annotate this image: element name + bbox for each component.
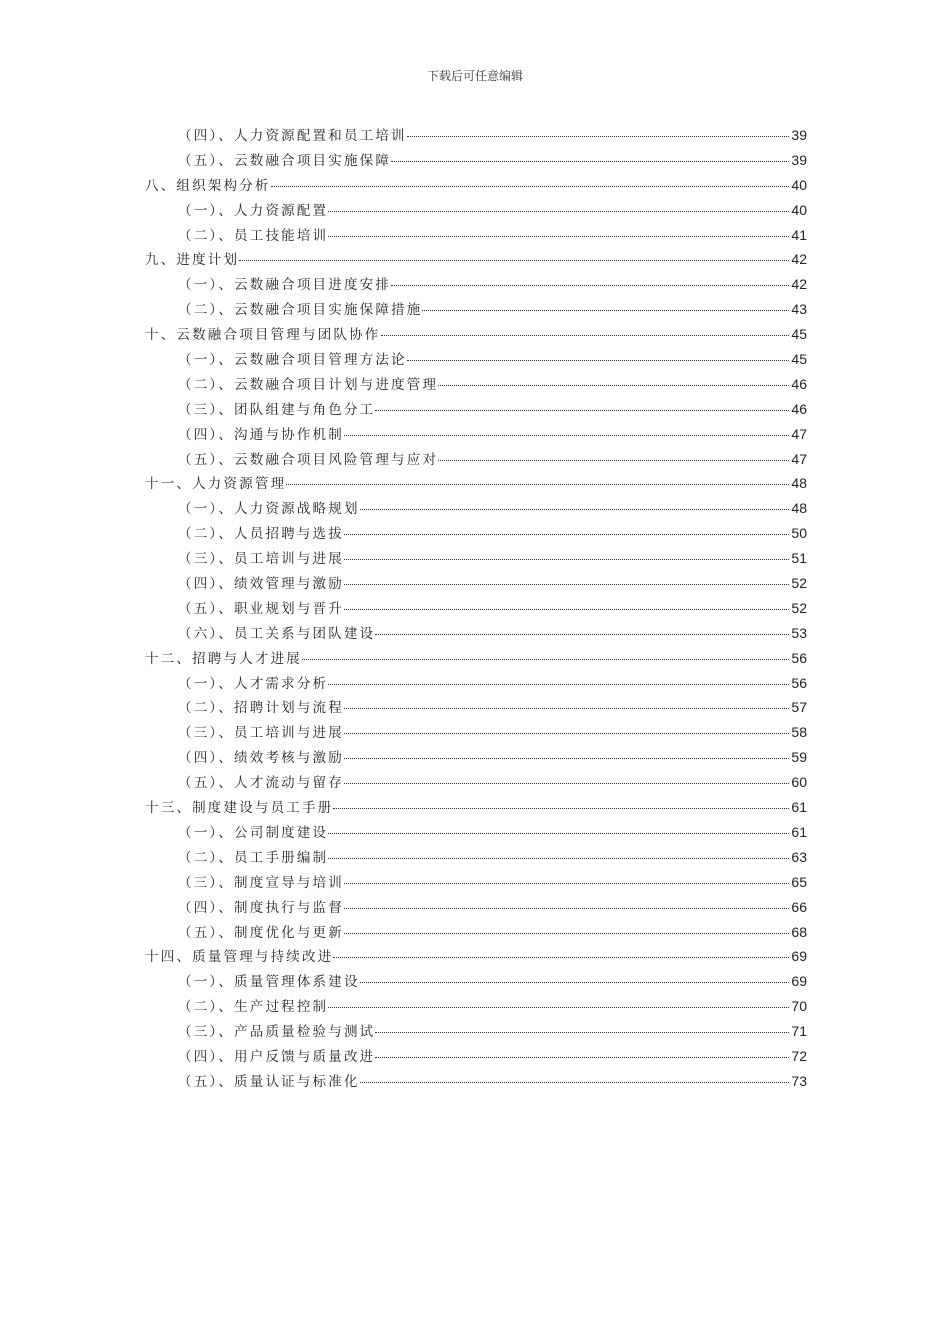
toc-section-entry[interactable] (145, 199, 807, 224)
toc-entry-title: 九、进度计划 (145, 252, 240, 269)
toc-section-entry[interactable] (145, 1045, 807, 1070)
toc-dot-leader (344, 708, 789, 709)
toc-page-number: 40 (791, 201, 807, 218)
toc-page-number: 57 (791, 699, 807, 716)
toc-page-number: 68 (791, 923, 807, 940)
toc-entry-title: 十、云数融合项目管理与团队协作 (145, 327, 381, 344)
toc-page-number: 59 (791, 749, 807, 766)
toc-entry-title: （四）、用户反馈与质量改进 (178, 1048, 376, 1065)
toc-page-number: 41 (791, 226, 807, 243)
toc-section-entry[interactable] (145, 871, 807, 896)
toc-entry-title: （四）、绩效管理与激励 (178, 576, 344, 593)
toc-section-entry[interactable] (145, 721, 807, 746)
toc-section-entry[interactable] (145, 224, 807, 249)
toc-dot-leader (344, 609, 789, 610)
toc-dot-leader (381, 335, 790, 336)
toc-entry-title: （二）、云数融合项目实施保障措施 (178, 302, 423, 319)
toc-entry-title: （四）、制度执行与监督 (178, 899, 344, 916)
toc-page-number: 56 (791, 674, 807, 691)
toc-dot-leader (302, 659, 789, 660)
toc-section-entry[interactable] (145, 771, 807, 796)
toc-page-number: 53 (791, 624, 807, 641)
toc-chapter-entry[interactable] (145, 472, 807, 497)
toc-section-entry[interactable] (145, 1020, 807, 1045)
toc-entry-title: （一）、人力资源配置 (178, 202, 329, 219)
toc-dot-leader (328, 211, 789, 212)
toc-page-number: 42 (791, 276, 807, 293)
toc-page-number: 43 (791, 301, 807, 318)
toc-chapter-entry[interactable] (145, 248, 807, 273)
toc-section-entry[interactable] (145, 696, 807, 721)
toc-dot-leader (344, 534, 789, 535)
toc-entry-title: （五）、云数融合项目风险管理与应对 (178, 451, 439, 468)
toc-section-entry[interactable] (145, 1070, 807, 1095)
toc-dot-leader (333, 808, 789, 809)
toc-section-entry[interactable] (145, 746, 807, 771)
toc-entry-title: （一）、云数融合项目管理方法论 (178, 352, 407, 369)
toc-entry-title: （五）、云数融合项目实施保障 (178, 152, 392, 169)
toc-page-number: 61 (791, 823, 807, 840)
toc-dot-leader (344, 584, 789, 585)
toc-page-number: 73 (791, 1072, 807, 1089)
toc-section-entry[interactable] (145, 597, 807, 622)
toc-chapter-entry[interactable] (145, 796, 807, 821)
toc-dot-leader (344, 559, 789, 560)
toc-section-entry[interactable] (145, 124, 807, 149)
toc-section-entry[interactable] (145, 298, 807, 323)
toc-page-number: 40 (791, 176, 807, 193)
toc-section-entry[interactable] (145, 423, 807, 448)
toc-dot-leader (328, 684, 789, 685)
toc-entry-title: 十二、招聘与人才进展 (145, 650, 302, 667)
toc-page-number: 50 (791, 525, 807, 542)
toc-entry-title: （二）、云数融合项目计划与进度管理 (178, 376, 439, 393)
toc-dot-leader (375, 1032, 789, 1033)
toc-page-number: 72 (791, 1047, 807, 1064)
toc-entry-title: （一）、质量管理体系建设 (178, 974, 360, 991)
toc-dot-leader (360, 509, 790, 510)
toc-entry-title: （四）、沟通与协作机制 (178, 426, 344, 443)
toc-entry-title: （二）、招聘计划与流程 (178, 700, 344, 717)
toc-page-number: 39 (791, 151, 807, 168)
toc-entry-title: （二）、员工手册编制 (178, 849, 329, 866)
toc-page-number: 56 (791, 649, 807, 666)
page-header: 下载后可任意编辑 (426, 69, 523, 83)
toc-entry-title: （五）、制度优化与更新 (178, 924, 344, 941)
toc-dot-leader (375, 634, 789, 635)
toc-entry-title: （二）、生产过程控制 (178, 999, 329, 1016)
toc-entry-title: （四）、绩效考核与激励 (178, 750, 344, 767)
toc-entry-title: （三）、制度宣导与培训 (178, 874, 344, 891)
toc-page-number: 48 (791, 500, 807, 517)
toc-dot-leader (391, 285, 789, 286)
toc-dot-leader (328, 833, 789, 834)
toc-chapter-entry[interactable] (145, 945, 807, 970)
toc-dot-leader (344, 758, 789, 759)
toc-dot-leader (344, 933, 789, 934)
toc-entry-title: （二）、员工技能培训 (178, 227, 329, 244)
toc-page-number: 47 (791, 450, 807, 467)
table-of-contents (145, 124, 807, 1095)
toc-page-number: 51 (791, 550, 807, 567)
toc-section-entry[interactable] (145, 995, 807, 1020)
toc-section-entry[interactable] (145, 373, 807, 398)
toc-section-entry[interactable] (145, 572, 807, 597)
toc-entry-title: （三）、员工培训与进展 (178, 551, 344, 568)
toc-section-entry[interactable] (145, 921, 807, 946)
toc-entry-title: （二）、人员招聘与选拔 (178, 526, 344, 543)
toc-page-number: 58 (791, 724, 807, 741)
toc-dot-leader (360, 1082, 790, 1083)
toc-page-number: 46 (791, 375, 807, 392)
toc-dot-leader (407, 136, 790, 137)
toc-section-entry[interactable] (145, 448, 807, 473)
toc-dot-leader (328, 1007, 789, 1008)
toc-page-number: 45 (791, 326, 807, 343)
toc-entry-title: （五）、质量认证与标准化 (178, 1073, 360, 1090)
toc-page-number: 52 (791, 599, 807, 616)
toc-entry-title: （一）、人力资源战略规划 (178, 501, 360, 518)
toc-page-number: 61 (791, 799, 807, 816)
toc-entry-title: 十三、制度建设与员工手册 (145, 800, 334, 817)
toc-dot-leader (422, 310, 789, 311)
toc-section-entry[interactable] (145, 821, 807, 846)
toc-dot-leader (344, 435, 789, 436)
toc-chapter-entry[interactable] (145, 647, 807, 672)
toc-entry-title: （三）、团队组建与角色分工 (178, 401, 376, 418)
toc-dot-leader (239, 260, 789, 261)
toc-entry-title: （六）、员工关系与团队建设 (178, 625, 376, 642)
toc-section-entry[interactable] (145, 149, 807, 174)
toc-section-entry[interactable] (145, 970, 807, 995)
toc-dot-leader (360, 982, 790, 983)
toc-page-number: 52 (791, 575, 807, 592)
toc-dot-leader (344, 883, 789, 884)
toc-page-number: 45 (791, 351, 807, 368)
toc-section-entry[interactable] (145, 522, 807, 547)
toc-entry-title: （三）、员工培训与进展 (178, 725, 344, 742)
toc-section-entry[interactable] (145, 672, 807, 697)
toc-dot-leader (328, 858, 789, 859)
toc-page-number: 47 (791, 425, 807, 442)
toc-dot-leader (286, 484, 789, 485)
toc-section-entry[interactable] (145, 497, 807, 522)
toc-page-number: 69 (791, 948, 807, 965)
toc-dot-leader (328, 236, 789, 237)
toc-section-entry[interactable] (145, 273, 807, 298)
toc-page-number: 66 (791, 898, 807, 915)
toc-section-entry[interactable] (145, 846, 807, 871)
toc-page-number: 60 (791, 774, 807, 791)
toc-entry-title: （五）、职业规划与晋升 (178, 600, 344, 617)
toc-page-number: 39 (791, 127, 807, 143)
toc-section-entry[interactable] (145, 398, 807, 423)
toc-section-entry[interactable] (145, 348, 807, 373)
toc-entry-title: 十一、人力资源管理 (145, 476, 287, 493)
toc-dot-leader (344, 783, 789, 784)
toc-page-number: 42 (791, 251, 807, 268)
toc-entry-title: （五）、人才流动与留存 (178, 775, 344, 792)
toc-page-number: 63 (791, 848, 807, 865)
toc-dot-leader (391, 161, 789, 162)
toc-page-number: 46 (791, 400, 807, 417)
toc-page-number: 69 (791, 973, 807, 990)
toc-chapter-entry[interactable] (145, 323, 807, 348)
toc-dot-leader (375, 1057, 789, 1058)
toc-dot-leader (407, 360, 790, 361)
toc-dot-leader (438, 460, 789, 461)
toc-dot-leader (271, 186, 790, 187)
toc-section-entry[interactable] (145, 622, 807, 647)
toc-page-number: 48 (791, 475, 807, 492)
toc-chapter-entry[interactable] (145, 174, 807, 199)
toc-entry-title: 十四、质量管理与持续改进 (145, 949, 334, 966)
toc-section-entry[interactable] (145, 547, 807, 572)
toc-entry-title: （一）、人才需求分析 (178, 675, 329, 692)
toc-section-entry[interactable] (145, 896, 807, 921)
toc-dot-leader (344, 733, 789, 734)
toc-entry-title: （四）、人力资源配置和员工培训 (178, 128, 407, 144)
toc-page-number: 71 (791, 1023, 807, 1040)
toc-page-number: 70 (791, 998, 807, 1015)
toc-entry-title: （一）、公司制度建设 (178, 824, 329, 841)
toc-dot-leader (333, 957, 789, 958)
toc-dot-leader (375, 410, 789, 411)
toc-dot-leader (438, 385, 789, 386)
toc-entry-title: （一）、云数融合项目进度安排 (178, 277, 392, 294)
toc-dot-leader (344, 908, 789, 909)
toc-page-number: 65 (791, 873, 807, 890)
toc-entry-title: 八、组织架构分析 (145, 177, 271, 194)
toc-entry-title: （三）、产品质量检验与测试 (178, 1024, 376, 1041)
